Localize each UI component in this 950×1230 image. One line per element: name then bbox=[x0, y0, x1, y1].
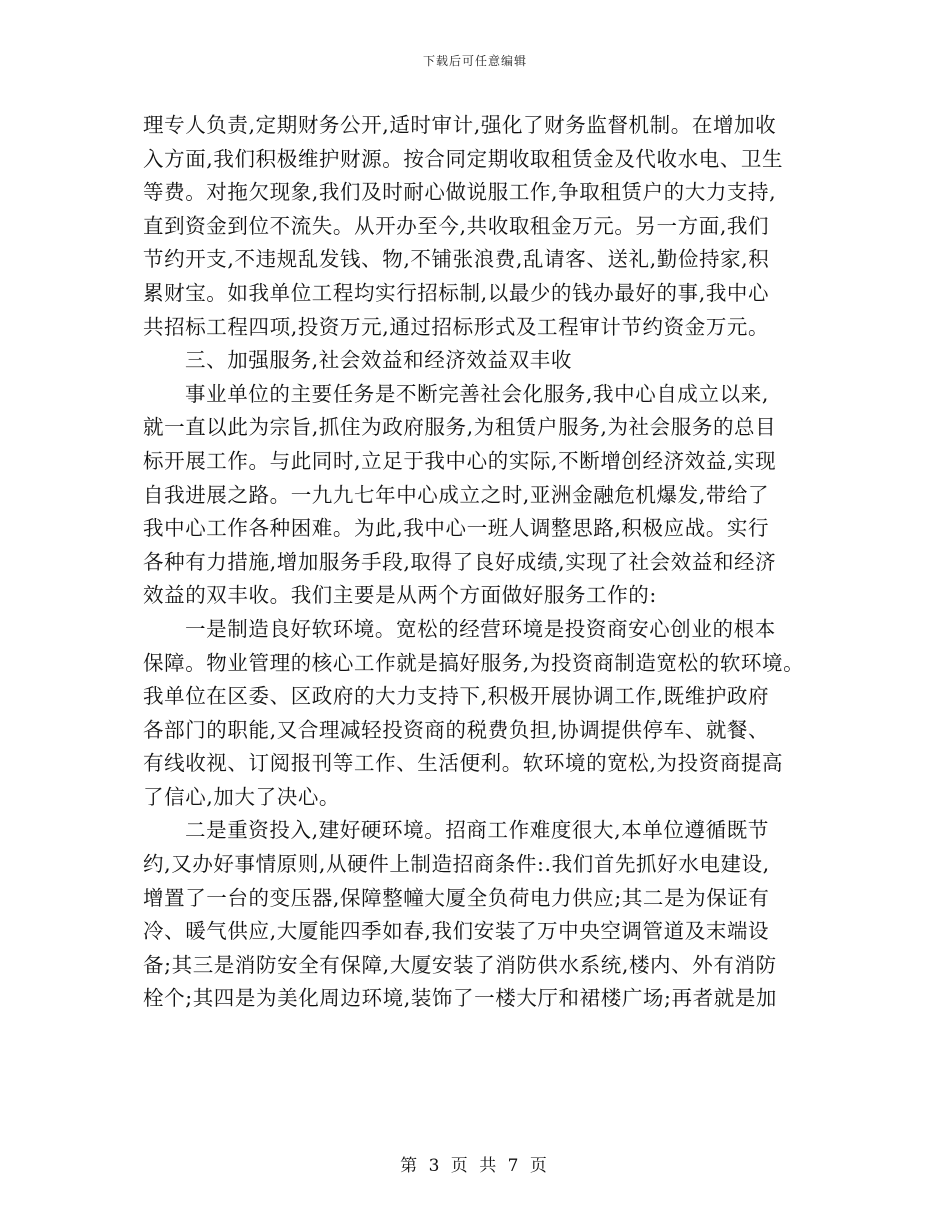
body-line: 我中心工作各种困难。为此,我中心一班人调整思路,积极应战。实行 bbox=[143, 516, 770, 541]
body-line: 各种有力措施,增加服务手段,取得了良好成绩,实现了社会效益和经济 bbox=[143, 549, 777, 574]
document-body bbox=[143, 109, 813, 1016]
body-line: 我单位在区委、区政府的大力支持下,积极开展协调工作,既维护政府 bbox=[143, 684, 770, 709]
page-number-footer: 第 3 页 共 7 页 bbox=[400, 1156, 550, 1176]
body-line: 入方面,我们积极维护财源。按合同定期收取租赁金及代收水电、卫生 bbox=[143, 146, 784, 171]
body-line: 等费。对拖欠现象,我们及时耐心做说服工作,争取租赁户的大力支持, bbox=[143, 180, 777, 205]
body-line: 二是重资投入,建好硬环境。招商工作难度很大,本单位遵循既节 bbox=[185, 818, 769, 843]
body-line: 效益的双丰收。我们主要是从两个方面做好服务工作的: bbox=[143, 583, 657, 608]
body-line: 直到资金到位不流失。从开办至今,共收取租金万元。另一方面,我们 bbox=[143, 213, 770, 238]
body-line: 备;其三是消防安全有保障,大厦安装了消防供水系统,楼内、外有消防 bbox=[143, 952, 777, 977]
body-line: 累财宝。如我单位工程均实行招标制,以最少的钱办最好的事,我中心 bbox=[143, 280, 770, 305]
body-line: 了信心,加大了决心。 bbox=[143, 784, 341, 809]
body-line: 约,又办好事情原则,从硬件上制造招商条件:.我们首先抓好水电建设, bbox=[143, 852, 770, 877]
body-line: 栓个;其四是为美化周边环境,装饰了一楼大厅和裙楼广场;再者就是加 bbox=[143, 986, 778, 1011]
body-line: 增置了一台的变压器,保障整幢大厦全负荷电力供应;其二是为保证有 bbox=[143, 885, 770, 910]
body-line: 各部门的职能,又合理减轻投资商的税费负担,协调提供停车、就餐、 bbox=[143, 717, 770, 742]
body-line: 标开展工作。与此同时,立足于我中心的实际,不断增创经济效益,实现 bbox=[143, 448, 777, 473]
body-line: 节约开支,不违规乱发钱、物,不铺张浪费,乱请客、送礼,勤俭持家,积 bbox=[143, 247, 770, 272]
body-line: 保障。物业管理的核心工作就是搞好服务,为投资商制造宽松的软环境。 bbox=[143, 650, 805, 675]
body-line: 有线收视、订阅报刊等工作、生活便利。软环境的宽松,为投资商提高 bbox=[143, 751, 784, 776]
body-line: 事业单位的主要任务是不断完善社会化服务,我中心自成立以来, bbox=[185, 381, 769, 406]
body-line: 自我进展之路。一九九七年中心成立之时,亚洲金融危机爆发,带给了 bbox=[143, 482, 770, 507]
section-heading: 三、加强服务,社会效益和经济效益双丰收 bbox=[185, 348, 572, 373]
page-header: 下载后可任意编辑 bbox=[422, 54, 527, 68]
body-line: 冷、暖气供应,大厦能四季如春,我们安装了万中央空调管道及末端设 bbox=[143, 919, 770, 944]
body-line: 共招标工程四项,投资万元,通过招标形式及工程审计节约资金万元。 bbox=[143, 314, 770, 339]
body-line: 一是制造良好软环境。宽松的经营环境是投资商安心创业的根本 bbox=[185, 616, 776, 641]
body-line: 就一直以此为宗旨,抓住为政府服务,为租赁户服务,为社会服务的总目 bbox=[143, 415, 777, 440]
body-line: 理专人负责,定期财务公开,适时审计,强化了财务监督机制。在增加收 bbox=[143, 113, 777, 137]
